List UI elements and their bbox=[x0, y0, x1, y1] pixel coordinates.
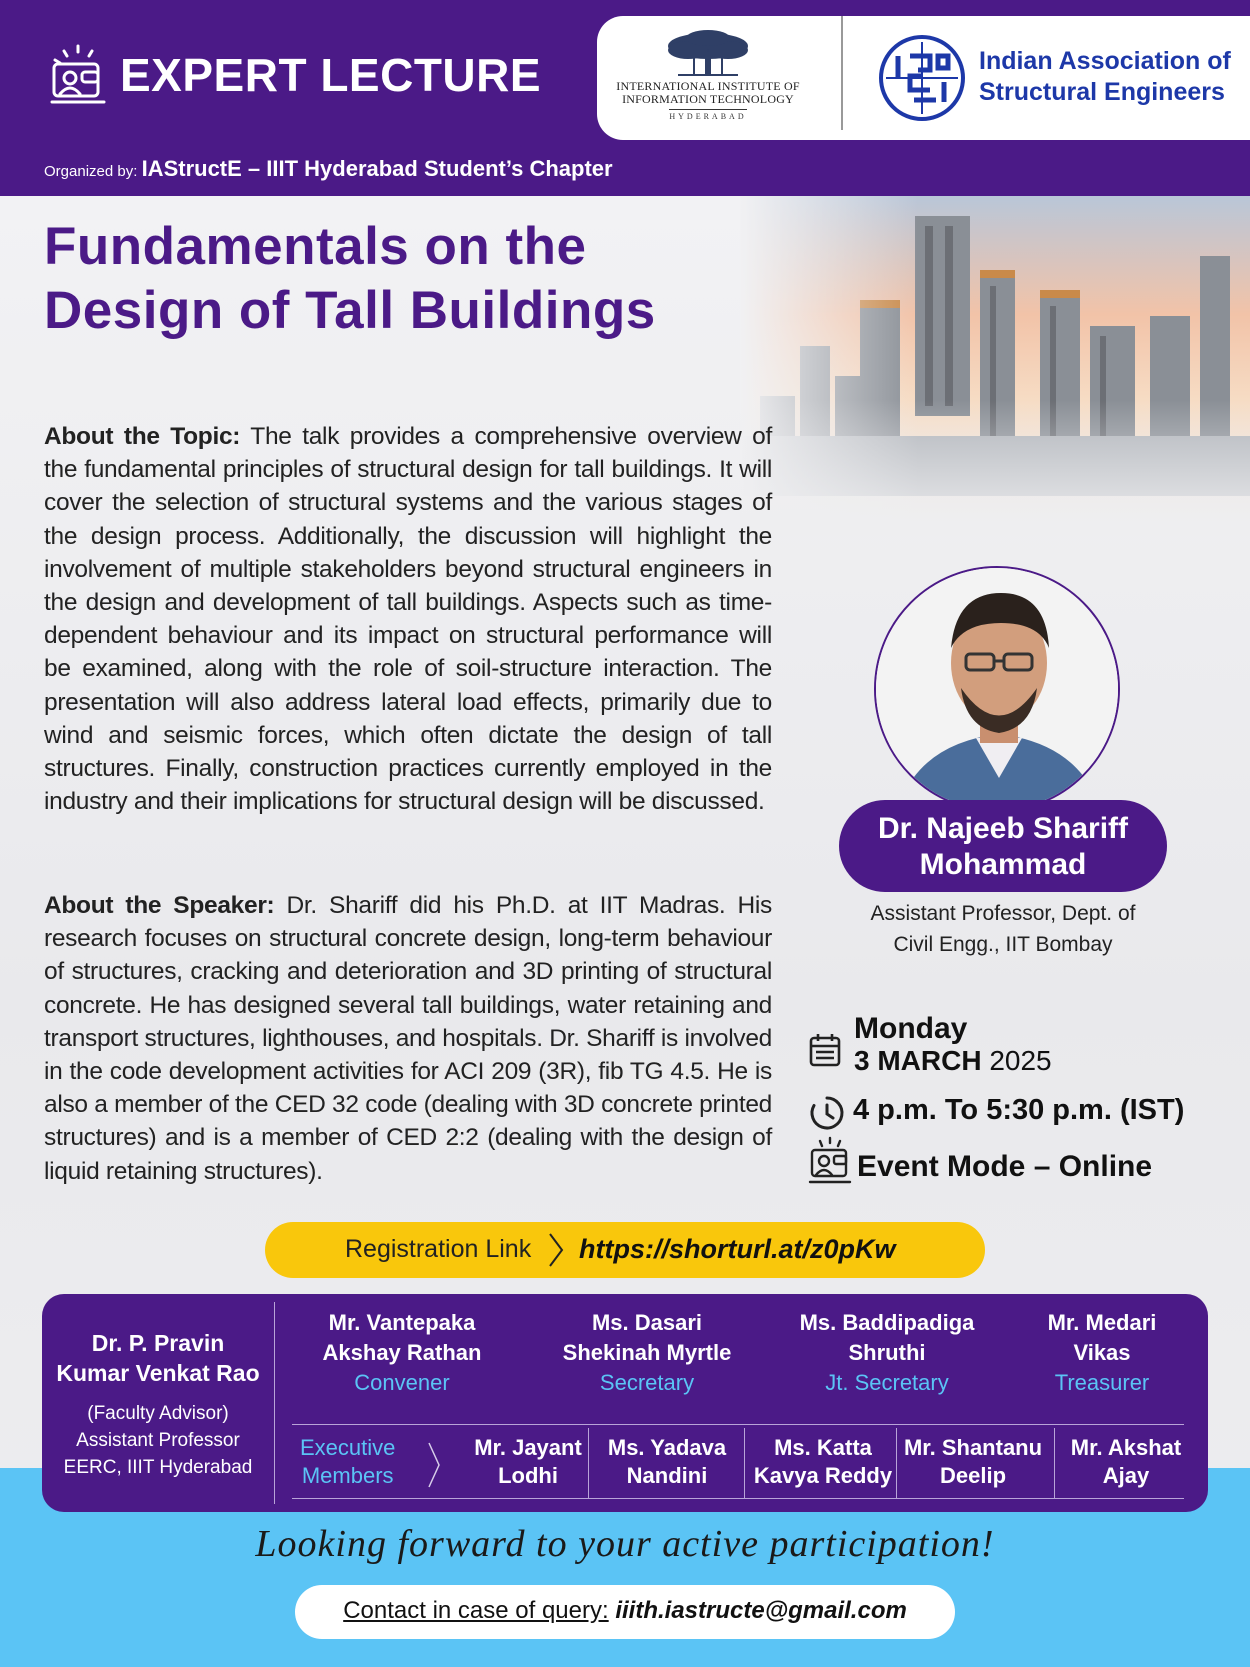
header-banner bbox=[0, 0, 1250, 196]
event-day: Monday bbox=[854, 1012, 968, 1045]
member-name-line1: Mr. Jayant bbox=[474, 1435, 582, 1460]
iiit-line2: INFORMATION TECHNOLOGY bbox=[622, 92, 794, 106]
tree-icon bbox=[653, 30, 763, 80]
advisor-role: (Faculty Advisor) bbox=[87, 1403, 229, 1424]
officer-name-line2: Akshay Rathan bbox=[322, 1340, 482, 1365]
clock-icon bbox=[808, 1094, 846, 1132]
member-divider bbox=[896, 1428, 897, 1498]
speaker-name bbox=[839, 800, 1167, 892]
speaker-name-line2: Mohammad bbox=[919, 848, 1087, 881]
officer-name-line1: Ms. Dasari bbox=[591, 1310, 703, 1335]
chevron-right-icon bbox=[426, 1439, 442, 1491]
officer-treasurer bbox=[1022, 1308, 1182, 1398]
title-line1: Fundamentals on the bbox=[44, 217, 587, 276]
exec-label-line2: Members bbox=[301, 1463, 394, 1488]
iastructe-line1: Indian Association of bbox=[979, 47, 1231, 75]
registration-label: Registration Link bbox=[345, 1235, 532, 1263]
member-divider bbox=[588, 1428, 589, 1498]
contact-email[interactable]: iiith.iastructe@gmail.com bbox=[615, 1597, 907, 1624]
speaker-photo bbox=[874, 566, 1120, 812]
logo-panel bbox=[597, 16, 1250, 140]
iiit-line1: INTERNATIONAL INSTITUTE OF bbox=[616, 79, 800, 93]
committee-box bbox=[42, 1294, 1208, 1512]
member-item bbox=[590, 1434, 744, 1490]
speaker-title-line1: Assistant Professor, Dept. of bbox=[870, 902, 1136, 925]
contact-label: Contact in case of query: bbox=[343, 1597, 609, 1624]
speaker-title-line2: Civil Engg., IIT Bombay bbox=[893, 933, 1113, 956]
event-time: 4 p.m. To 5:30 p.m. (IST) bbox=[853, 1094, 1185, 1126]
logo-divider bbox=[841, 16, 843, 130]
member-item bbox=[746, 1434, 900, 1490]
exec-label-line1: Executive bbox=[300, 1435, 396, 1460]
member-item bbox=[1056, 1434, 1196, 1490]
advisor-name-line1: Dr. P. Pravin bbox=[91, 1330, 225, 1356]
member-divider bbox=[744, 1428, 745, 1498]
event-mode: Event Mode – Online bbox=[857, 1150, 1153, 1183]
about-topic-text: The talk provides a comprehensive overview of the fundamental principles of structural design for tall buildings. It will cover the selection of structural systems and the various stages of the design process. Additionally, the discussion will highlight the involvement of multiple stakeholders beyond structural engineers in the design and development of tall buildings. Aspects such as time-dependent behaviour and its impact on structural performance will be examined, along with the role of soil-structure interaction. The presentation will also address lateral load effects, primarily due to wind and seismic forces, which often dictate the design of tall structures. Finally, construction practices currently employed in the industry and their implications for structural design will be discussed. bbox=[44, 423, 772, 816]
executive-members-label bbox=[300, 1434, 395, 1490]
member-name-line2: Deelip bbox=[939, 1463, 1007, 1488]
lecture-title bbox=[44, 215, 656, 343]
speaker-name-line1: Dr. Najeeb Shariff bbox=[877, 812, 1129, 845]
officer-role: Secretary bbox=[599, 1370, 695, 1395]
registration-bar[interactable] bbox=[265, 1222, 985, 1278]
about-topic bbox=[44, 420, 772, 818]
speaker-portrait-image bbox=[876, 568, 1120, 812]
iastructe-line2: Structural Engineers bbox=[979, 78, 1225, 106]
lecture-icon bbox=[48, 42, 108, 108]
committee-divider bbox=[274, 1302, 275, 1504]
advisor-position: Assistant Professor bbox=[76, 1430, 240, 1451]
faculty-advisor bbox=[42, 1328, 274, 1481]
committee-row-divider bbox=[292, 1424, 1184, 1425]
about-speaker-label: About the Speaker: bbox=[44, 892, 275, 919]
member-name-line1: Ms. Katta bbox=[774, 1435, 872, 1460]
contact-pill bbox=[295, 1585, 955, 1639]
officer-role: Jt. Secretary bbox=[825, 1370, 949, 1395]
event-date bbox=[854, 1044, 1052, 1078]
officer-name-line1: Mr. Medari bbox=[1047, 1310, 1157, 1335]
header-title-text: EXPERT LECTURE bbox=[120, 49, 542, 101]
city-skyline-image bbox=[740, 196, 1250, 536]
member-name-line1: Mr. Akshat bbox=[1070, 1435, 1182, 1460]
closing-message: Looking forward to your active participation! bbox=[255, 1523, 995, 1565]
calendar-icon bbox=[808, 1032, 842, 1068]
member-name-line2: Lodhi bbox=[498, 1463, 558, 1488]
about-speaker bbox=[44, 889, 772, 1188]
event-date-main: 3 MARCH bbox=[854, 1045, 982, 1076]
iiit-line3: HYDERABAD bbox=[669, 109, 746, 121]
officer-name-line2: Vikas bbox=[1073, 1340, 1131, 1365]
online-event-icon bbox=[808, 1136, 852, 1188]
officer-convener bbox=[302, 1308, 502, 1398]
title-line2: Design of Tall Buildings bbox=[44, 281, 656, 340]
officer-name-line1: Ms. Baddipadiga bbox=[799, 1310, 975, 1335]
officer-role: Convener bbox=[354, 1370, 450, 1395]
iastructe-logo bbox=[878, 34, 966, 122]
event-year: 2025 bbox=[989, 1045, 1052, 1076]
officer-name-line2: Shekinah Myrtle bbox=[562, 1340, 732, 1365]
about-speaker-text: Dr. Shariff did his Ph.D. at IIT Madras. His research focuses on structural concrete design, long-term behaviour of structures, cracking and deterioration and 3D printing of structural concrete. He has designed several tall buildings, water retaining and transport structures, lighthouses, and hospitals. Dr. Shariff is involved in the code development activities for ACI 209 (3R), fib TG 4.5. He is also a member of the CED 32 code (dealing with 3D concrete printed structures) and is a member of CED 2:2 (dealing with the design of liquid retaining structures). bbox=[44, 892, 772, 1185]
officer-name-line1: Mr. Vantepaka bbox=[328, 1310, 476, 1335]
member-name-line1: Ms. Yadava bbox=[607, 1435, 727, 1460]
iiit-logo bbox=[613, 30, 803, 130]
officer-role: Treasurer bbox=[1054, 1370, 1150, 1395]
chevron-right-icon bbox=[546, 1230, 566, 1270]
header-title bbox=[48, 42, 541, 108]
advisor-info bbox=[42, 1400, 274, 1481]
advisor-dept: EERC, IIIT Hyderabad bbox=[63, 1457, 253, 1478]
registration-link[interactable]: https://shorturl.at/z0pKw bbox=[579, 1234, 896, 1264]
member-name-line2: Nandini bbox=[626, 1463, 708, 1488]
member-name-line2: Ajay bbox=[1102, 1463, 1150, 1488]
officer-secretary bbox=[542, 1308, 752, 1398]
about-topic-label: About the Topic: bbox=[44, 423, 241, 450]
speaker-designation bbox=[830, 898, 1176, 960]
committee-bottom-divider bbox=[292, 1498, 1184, 1499]
organized-by bbox=[44, 156, 613, 182]
member-item bbox=[450, 1434, 606, 1490]
member-name-line2: Kavya Reddy bbox=[753, 1463, 893, 1488]
organizer-name: IAStructE – IIIT Hyderabad Student’s Chapter bbox=[141, 156, 613, 181]
member-item bbox=[898, 1434, 1048, 1490]
officer-jt-secretary bbox=[782, 1308, 992, 1398]
organized-label: Organized by: bbox=[44, 163, 138, 180]
member-name-line1: Mr. Shantanu bbox=[903, 1435, 1043, 1460]
advisor-name-line2: Kumar Venkat Rao bbox=[56, 1360, 260, 1386]
officer-name-line2: Shruthi bbox=[848, 1340, 926, 1365]
iastructe-name bbox=[979, 46, 1231, 108]
member-divider bbox=[1054, 1428, 1055, 1498]
